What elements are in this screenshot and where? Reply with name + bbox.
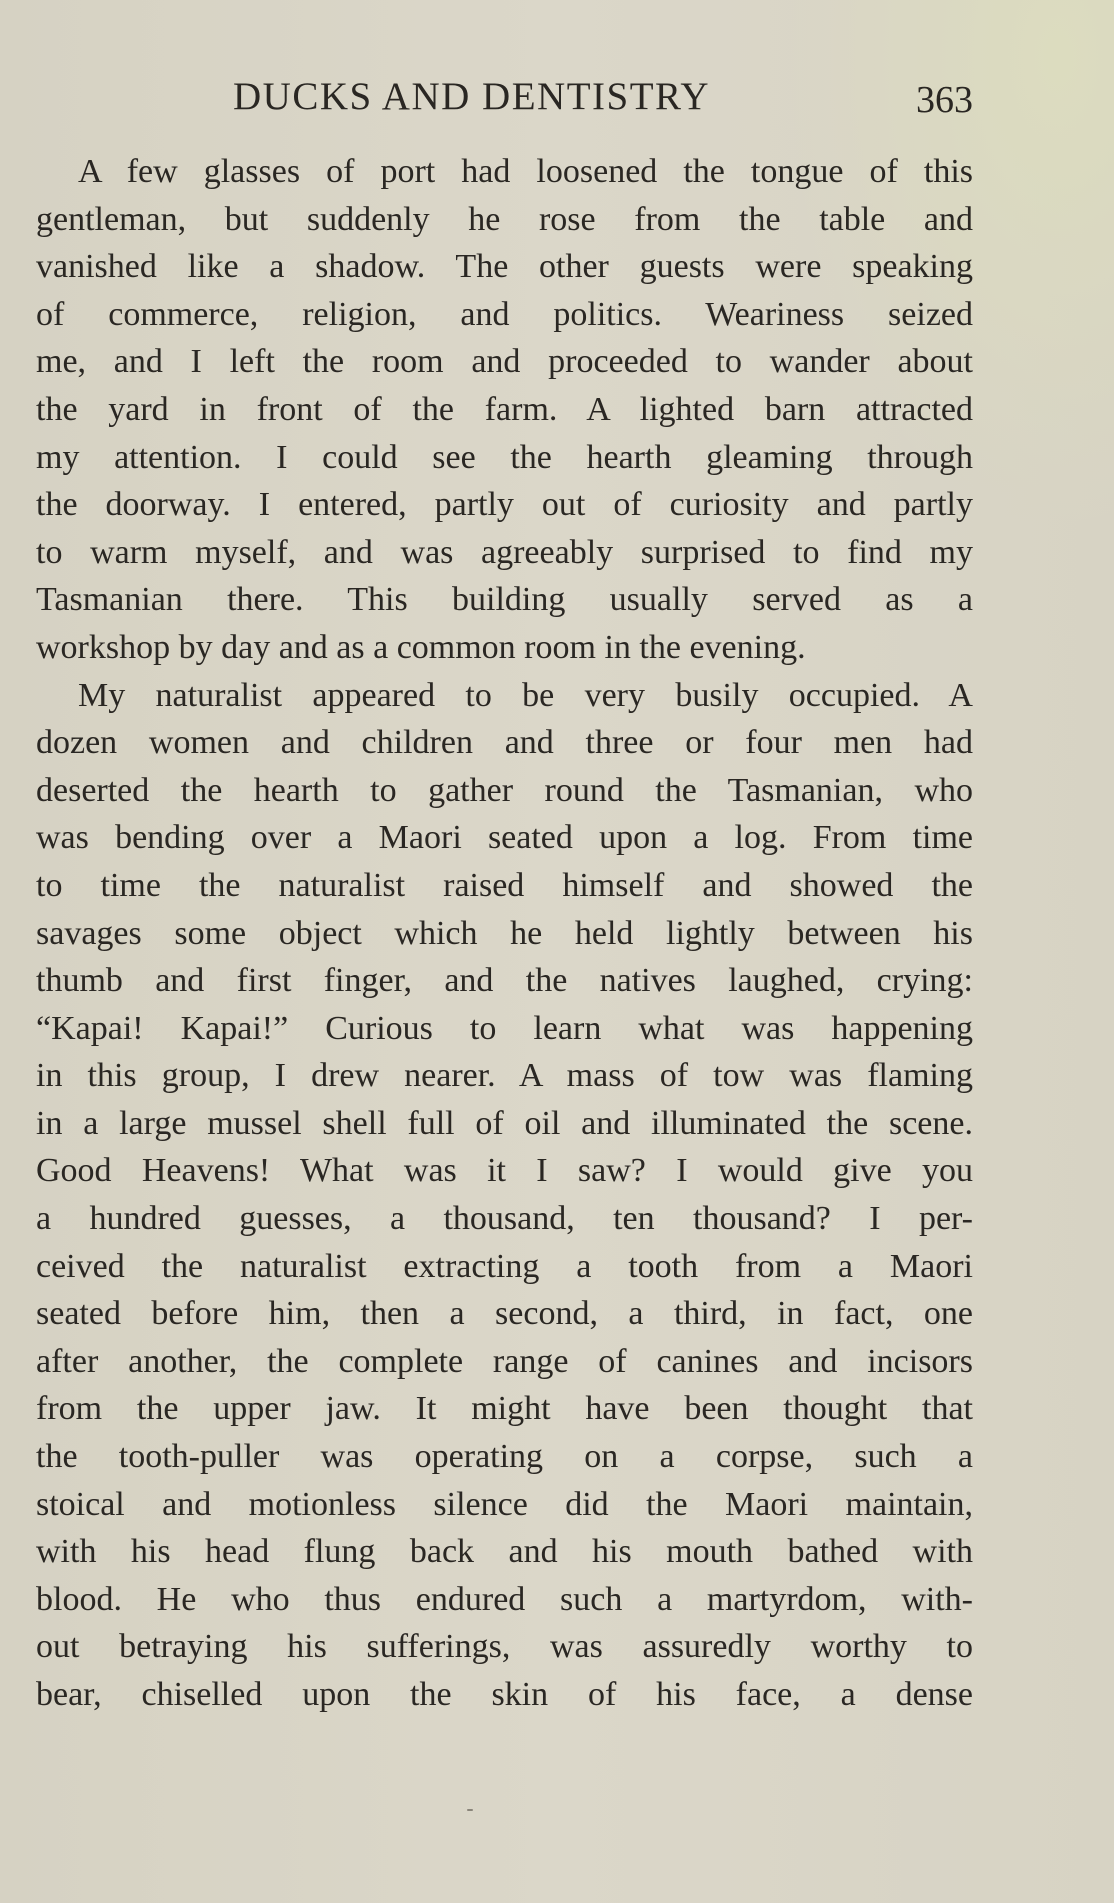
text-line: stoical and motionless silence did the Maori maintain,	[36, 1485, 973, 1523]
text-line: thumb and first finger, and the natives laughed, crying:	[36, 962, 973, 1000]
text-line: deserted the hearth to gather round the Tasmanian, who	[36, 771, 973, 809]
text-line: seated before him, then a second, a third, in fact, one	[36, 1295, 973, 1333]
text-line: Tasmanian there. This building usually served as a	[36, 581, 973, 619]
text-line: of commerce, religion, and politics. Weariness seized	[36, 295, 973, 333]
paragraph-2	[36, 672, 973, 1719]
text-line: to warm myself, and was agreeably surprised to find my	[36, 533, 973, 571]
text-line: Good Heavens! What was it I saw? I would give you	[36, 1152, 973, 1190]
text-line: the yard in front of the farm. A lighted barn attracted	[36, 390, 973, 428]
text-line: after another, the complete range of canines and incisors	[36, 1342, 973, 1380]
page-number: 363	[916, 79, 973, 121]
text-line: savages some object which he held lightly between his	[36, 914, 973, 952]
running-head	[36, 70, 973, 122]
text-line: vanished like a shadow. The other guests were speaking	[36, 248, 973, 286]
text-line: in a large mussel shell full of oil and illuminated the scene.	[36, 1104, 973, 1142]
text-line: the doorway. I entered, partly out of curiosity and partly	[36, 486, 973, 524]
paragraph-1	[36, 148, 973, 672]
text-line: in this group, I drew nearer. A mass of tow was flaming	[36, 1057, 973, 1095]
text-line: blood. He who thus endured such a martyrdom, with-	[36, 1580, 973, 1618]
text-line: with his head flung back and his mouth bathed with	[36, 1533, 973, 1571]
text-line: my attention. I could see the hearth gleaming through	[36, 438, 973, 476]
text-line: the tooth-puller was operating on a corpse, such a	[36, 1438, 973, 1476]
text-line: ceived the naturalist extracting a tooth from a Maori	[36, 1247, 973, 1285]
text-line: a hundred guesses, a thousand, ten thousand? I per-	[36, 1200, 973, 1238]
text-line: was bending over a Maori seated upon a log. From time	[36, 819, 973, 857]
text-line: out betraying his sufferings, was assuredly worthy to	[36, 1628, 973, 1666]
text-line: A few glasses of port had loosened the tongue of this	[78, 153, 973, 190]
text-line: from the upper jaw. It might have been thought that	[36, 1390, 973, 1428]
chapter-title: DUCKS AND DENTISTRY	[233, 75, 711, 118]
text-line: workshop by day and as a common room in the evening.	[36, 628, 806, 666]
text-line: to time the naturalist raised himself and showed the	[36, 866, 973, 904]
text-line: dozen women and children and three or four men had	[36, 724, 973, 762]
body-text	[36, 148, 973, 1719]
text-line: My naturalist appeared to be very busily occupied. A	[78, 676, 973, 714]
text-line: bear, chiselled upon the skin of his face, a dense	[36, 1676, 973, 1713]
paper-speck	[467, 1809, 473, 1811]
text-line: “Kapai! Kapai!” Curious to learn what was happening	[36, 1009, 973, 1047]
text-line: gentleman, but suddenly he rose from the table and	[36, 200, 973, 238]
text-line: me, and I left the room and proceeded to wander about	[36, 343, 973, 381]
